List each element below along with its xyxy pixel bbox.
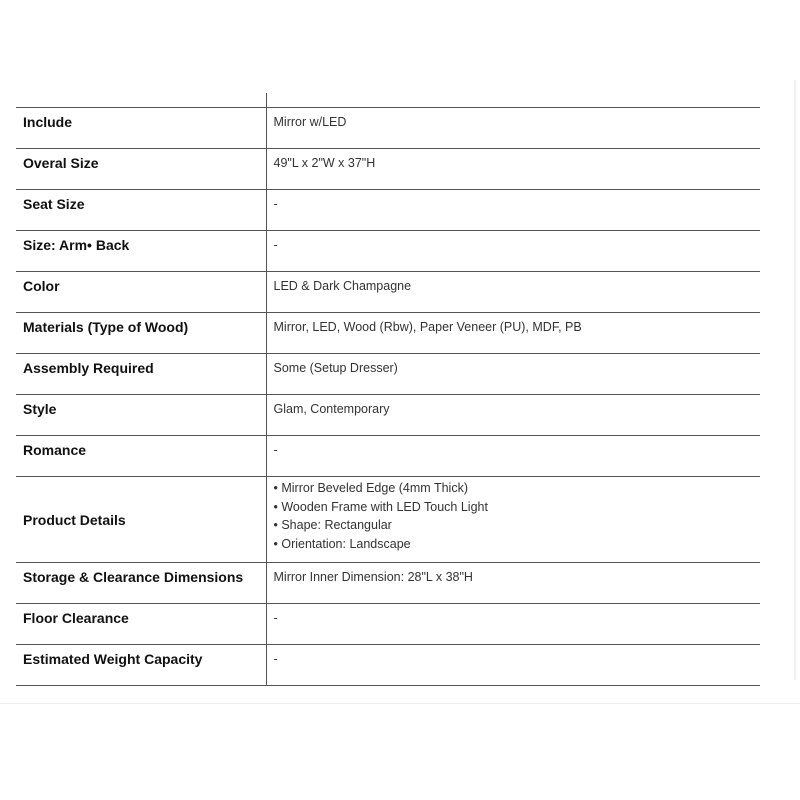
spec-label: Overal Size [16, 149, 266, 190]
spec-label: Style [16, 395, 266, 436]
spec-value: Mirror, LED, Wood (Rbw), Paper Veneer (PU), MDF, PB [266, 313, 760, 354]
spec-value: - [266, 645, 760, 686]
spec-value-cell [266, 93, 760, 108]
table-row [16, 190, 760, 231]
spec-label: Size: Arm• Back [16, 231, 266, 272]
spec-label: Materials (Type of Wood) [16, 313, 266, 354]
spec-value: - [266, 231, 760, 272]
spec-value: Mirror w/LED [266, 108, 760, 149]
spec-label: Seat Size [16, 190, 266, 231]
spec-value: 49"L x 2"W x 37"H [266, 149, 760, 190]
list-item: • Wooden Frame with LED Touch Light [273, 499, 488, 514]
table-row [16, 645, 760, 686]
table-row [16, 231, 760, 272]
spec-label-cell [16, 93, 266, 108]
spec-value: Mirror Inner Dimension: 28"L x 38"H [266, 563, 760, 604]
spec-value: - [266, 436, 760, 477]
product-details-list [266, 477, 760, 563]
spec-value: Some (Setup Dresser) [266, 354, 760, 395]
spec-value: - [266, 604, 760, 645]
spec-value: Glam, Contemporary [266, 395, 760, 436]
page-divider [0, 703, 800, 704]
list-item: • Mirror Beveled Edge (4mm Thick) [273, 481, 468, 495]
spec-label: Romance [16, 436, 266, 477]
table-row [16, 108, 760, 149]
spec-value: - [266, 190, 760, 231]
spec-label: Estimated Weight Capacity [16, 645, 266, 686]
table-row [16, 354, 760, 395]
spec-label: Assembly Required [16, 354, 266, 395]
product-spec-table [16, 93, 760, 686]
table-top-row [16, 93, 760, 108]
table-row [16, 313, 760, 354]
page-edge-shadow [794, 80, 796, 680]
table-row [16, 604, 760, 645]
table-row [16, 563, 760, 604]
list-item: • Shape: Rectangular [273, 518, 392, 533]
spec-label: Color [16, 272, 266, 313]
spec-label: Floor Clearance [16, 604, 266, 645]
spec-label: Storage & Clearance Dimensions [16, 563, 266, 604]
table-row [16, 436, 760, 477]
table-row [16, 149, 760, 190]
spec-value: LED & Dark Champagne [266, 272, 760, 313]
list-item: • Orientation: Landscape [273, 537, 411, 552]
spec-label: Product Details [16, 477, 266, 563]
spec-label: Include [16, 108, 266, 149]
table-row [16, 395, 760, 436]
table-row [16, 272, 760, 313]
table-row-product-details [16, 477, 760, 563]
